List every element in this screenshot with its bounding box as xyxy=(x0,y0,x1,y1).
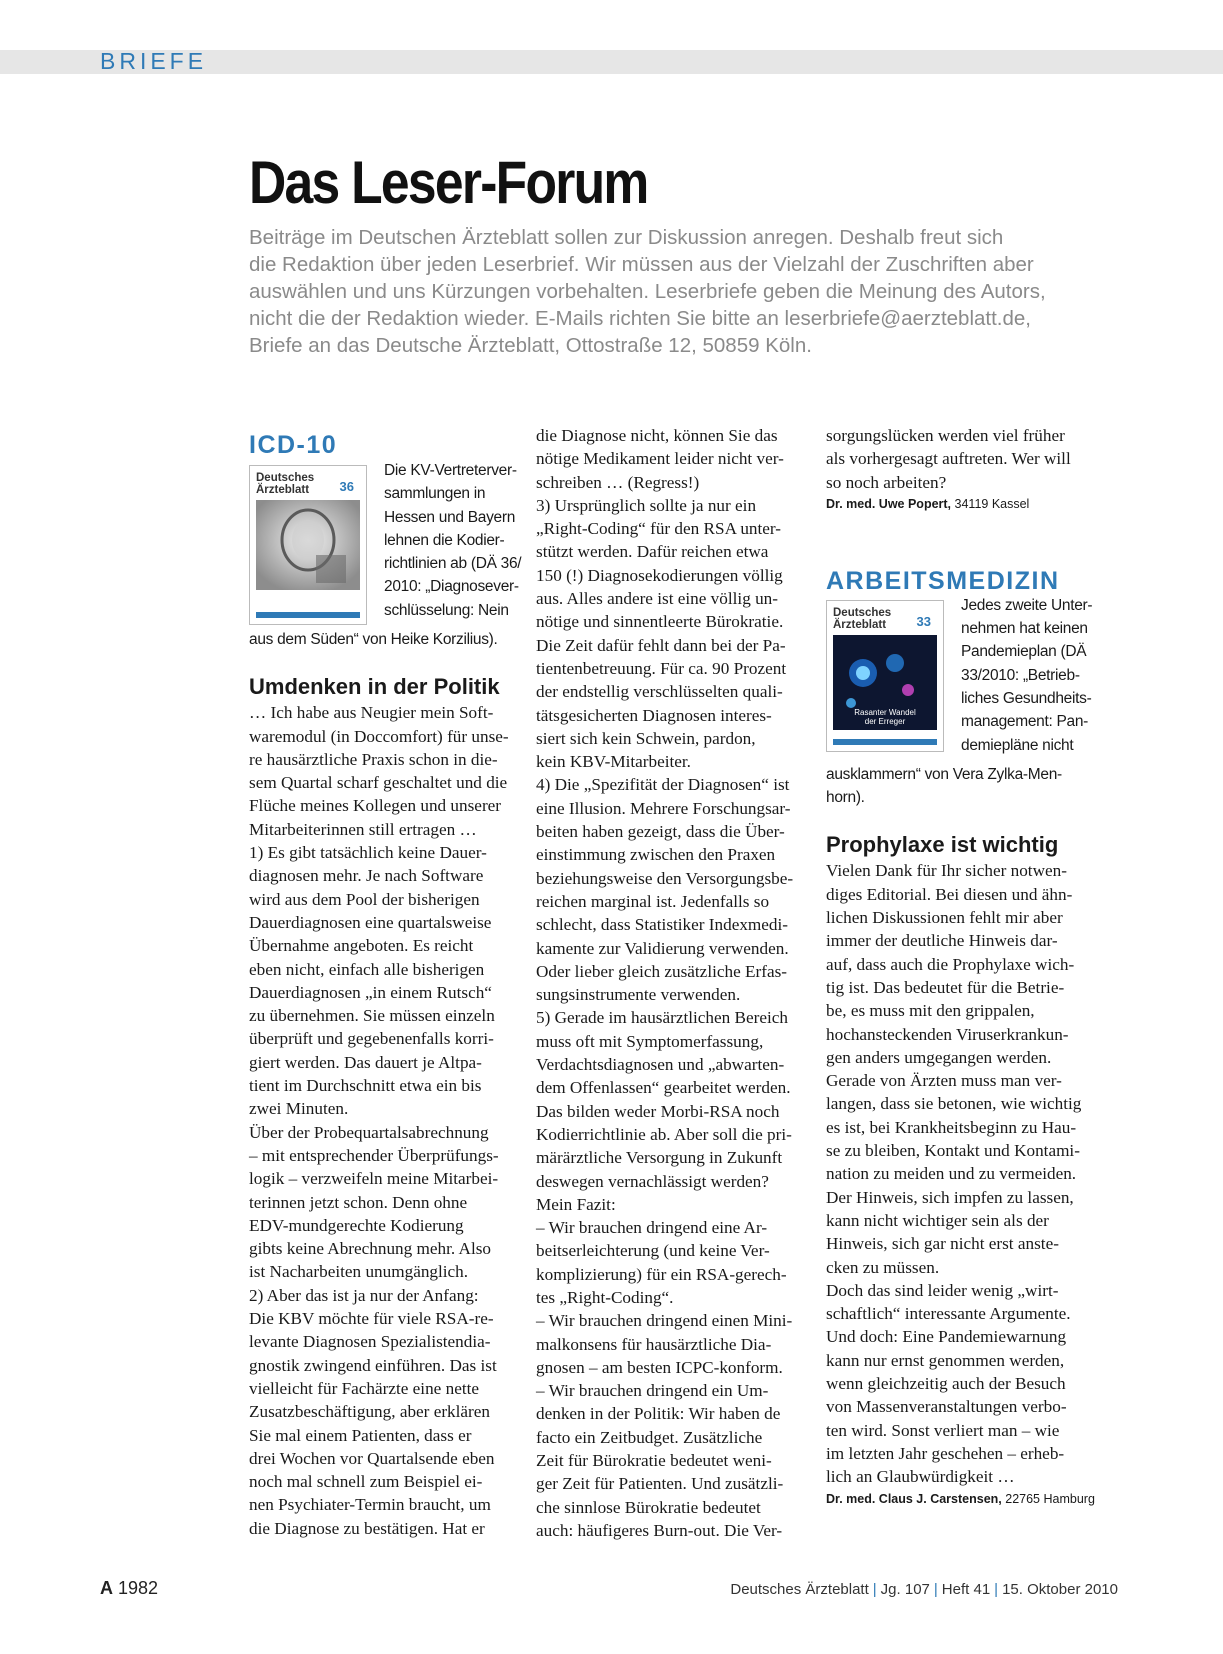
text-line: Der Hinweis, sich impfen zu lassen, xyxy=(826,1187,1074,1207)
text-line: Beiträge im Deutschen Ärzteblatt sollen zur Diskussion anregen. Deshalb freut sich xyxy=(249,226,1004,249)
text-line: – Wir brauchen dringend eine Ar- xyxy=(536,1218,768,1238)
text-line: nötige Medikament leider nicht ver- xyxy=(536,449,784,469)
text-line: 2010: „Diagnosever- xyxy=(384,578,519,596)
text-line: Zusatzbeschäftigung, aber erklären xyxy=(249,1402,490,1422)
text-line: 150 (!) Diagnosekodierungen völlig xyxy=(536,565,783,585)
text-line: komplizierung) für ein RSA-gerech- xyxy=(536,1264,787,1284)
text-line: diges Editorial. Bei diesen und ähn- xyxy=(826,884,1073,904)
text-line: nation zu meiden und zu vermeiden. xyxy=(826,1164,1077,1184)
page-number: A 1982 xyxy=(100,1578,159,1598)
text-line: sorgungslücken werden viel früher xyxy=(826,426,1065,445)
text-line: zwei Minuten. xyxy=(249,1099,349,1119)
reference-block-arbeit xyxy=(826,596,1126,763)
text-line: auswählen und uns Kürzungen vorbehalten. Leserbriefe geben die Meinung des Autors, xyxy=(249,280,1046,303)
text-line: lehnen die Kodier- xyxy=(384,531,505,549)
reference-text-arbeit xyxy=(961,594,1092,757)
text-line: dem Offenlassen“ gearbeitet werden. xyxy=(536,1078,791,1098)
text-line: denken in der Politik: Wir haben de xyxy=(536,1404,781,1424)
text-line: beziehungsweise den Versorgungsbe- xyxy=(536,868,794,888)
letter-body-col2 xyxy=(536,424,816,1542)
text-line: levante Diagnosen Spezialistendia- xyxy=(249,1332,491,1352)
text-line: 1) Es gibt tatsächlich keine Dauer- xyxy=(249,843,487,863)
text-line: gnostik zwingend einführen. Das ist xyxy=(249,1355,497,1375)
text-line: Sie mal einem Patienten, dass er xyxy=(249,1425,472,1445)
text-line: schreiben … (Regress!) xyxy=(536,472,700,492)
text-line: schlecht, dass Statistiker Indexmedi- xyxy=(536,915,789,935)
text-line: sem Quartal scharf geschaltet und die xyxy=(249,773,508,793)
letter-body-prophylaxe xyxy=(826,859,1126,1488)
text-line: logik – verzweifeln meine Mitarbei- xyxy=(249,1169,499,1189)
text-line: terinnen jetzt schon. Denn ohne xyxy=(249,1192,468,1212)
text-line: so noch arbeiten? xyxy=(826,472,947,492)
text-line: wird aus dem Pool der bisherigen xyxy=(249,889,480,909)
text-line: gibts keine Abrechnung mehr. Also xyxy=(249,1239,492,1259)
text-line: – Wir brauchen dringend einen Mini- xyxy=(536,1311,793,1331)
text-line: drei Wochen vor Quartalsende eben xyxy=(249,1448,495,1468)
text-line: diagnosen mehr. Je nach Software xyxy=(249,866,484,886)
text-line: 5) Gerade im hausärztlichen Bereich xyxy=(536,1008,788,1028)
text-line: Kodierrichtlinie ab. Aber soll die pri- xyxy=(536,1124,792,1144)
text-line: Zeit für Bürokratie bedeutet weni- xyxy=(536,1451,772,1471)
text-line: aus. Alles andere ist eine völlig un- xyxy=(536,589,779,609)
cover-issue-number: 36 xyxy=(339,479,354,494)
text-line: Gerade von Ärzten muss man ver- xyxy=(826,1071,1062,1091)
text-line: kann nur ernst genommen werden, xyxy=(826,1350,1065,1370)
text-line: langen, dass sie betonen, wie wichtig xyxy=(826,1094,1082,1114)
signature-popert: Dr. med. Uwe Popert, 34119 Kassel xyxy=(826,496,1030,511)
reference-text-icd xyxy=(384,459,521,622)
text-line: che sinnlose Bürokratie bedeutet xyxy=(536,1497,761,1517)
text-line: schlüsselung: Nein xyxy=(384,601,509,619)
text-line: die Diagnose nicht, können Sie das xyxy=(536,426,778,445)
text-line: Das bilden weder Morbi-RSA noch xyxy=(536,1101,780,1121)
text-line: sungsinstrumente verwenden. xyxy=(536,985,741,1005)
cover-accent-bar xyxy=(256,612,360,618)
text-line: Dauerdiagnosen eine quartalsweise xyxy=(249,912,492,932)
svg-text:der Erreger: der Erreger xyxy=(864,716,906,726)
text-line: 33/2010: „Betrieb- xyxy=(961,666,1080,684)
text-line: tätsgesicherten Diagnosen interes- xyxy=(536,705,772,725)
column-1 xyxy=(249,430,529,1540)
reference-text-arbeit-full xyxy=(826,763,1126,810)
text-line: Doch das sind leider wenig „wirt- xyxy=(826,1280,1059,1300)
text-line: einstimmung zwischen den Praxen xyxy=(536,845,776,865)
text-line: se zu bleiben, Kontakt und Kontami- xyxy=(826,1141,1080,1161)
journal-cover-36 xyxy=(249,465,367,625)
cover-masthead: Deutsches Ärzteblatt xyxy=(833,606,892,631)
text-line: … Ich habe aus Neugier mein Soft- xyxy=(249,703,494,723)
text-line: ausklammern“ von Vera Zylka-Men- xyxy=(826,765,1062,783)
text-line: Pandemieplan (DÄ xyxy=(961,643,1087,661)
text-line: cken zu müssen. xyxy=(826,1257,940,1277)
headline-prophylaxe: Prophylaxe ist wichtig xyxy=(826,832,1059,858)
text-line: eine Illusion. Mehrere Forschungsar- xyxy=(536,798,791,818)
text-line: als vorhergesagt auftreten. Wer will xyxy=(826,449,1071,469)
section-label: BRIEFE xyxy=(100,48,208,74)
text-line: schaftlich“ interessante Argumente. xyxy=(826,1304,1071,1324)
intro-text xyxy=(249,224,1129,359)
text-line: reichen marginal ist. Jedenfalls so xyxy=(536,891,770,911)
text-line: Die Zeit dafür fehlt dann bei der Pa- xyxy=(536,635,786,655)
text-line: ger Zeit für Patienten. Und zusätzli- xyxy=(536,1474,784,1494)
footer-citation: Deutsches Ärzteblatt | Jg. 107 | Heft 41 | 15. Oktober 2010 xyxy=(730,1581,1118,1598)
text-line: aus dem Süden“ von Heike Korzilius). xyxy=(249,631,498,648)
text-line: Die KBV möchte für viele RSA-re- xyxy=(249,1309,494,1329)
text-line: wenn gleichzeitig auch der Besuch xyxy=(826,1374,1066,1394)
text-line: Hessen und Bayern xyxy=(384,508,516,526)
text-line: tes „Right-Coding“. xyxy=(536,1287,674,1307)
signature-carstensen: Dr. med. Claus J. Carstensen, 22765 Hamburg xyxy=(826,1491,1095,1506)
text-line: giert werden. Das dauert je Altpa- xyxy=(249,1052,482,1072)
text-line: auch: häufigeres Burn-out. Die Ver- xyxy=(536,1520,783,1540)
text-line: märärztliche Versorgung in Zukunft xyxy=(536,1148,783,1168)
journal-cover-33 xyxy=(826,600,944,752)
text-line: Briefe an das Deutsche Ärzteblatt, Ottostraße 12, 50859 Köln. xyxy=(249,334,812,357)
reference-text-icd-full xyxy=(249,628,529,651)
text-line: deswegen vernachlässigt werden? xyxy=(536,1171,769,1191)
text-line: stützt werden. Dafür reichen etwa xyxy=(536,542,769,562)
text-line: nötige und sinnentleerte Bürokratie. xyxy=(536,612,784,632)
svg-text:Rasanter Wandel: Rasanter Wandel xyxy=(854,707,916,717)
text-line: nehmen hat keinen xyxy=(961,620,1088,638)
text-line: Dauerdiagnosen „in einem Rutsch“ xyxy=(249,982,492,1002)
text-line: gnosen – am besten ICPC-konform. xyxy=(536,1357,783,1377)
text-line: kein KBV-Mitarbeiter. xyxy=(536,752,691,772)
text-line: ist Nacharbeiten unumgänglich. xyxy=(249,1262,469,1282)
text-line: 3) Ursprünglich sollte ja nur ein xyxy=(536,495,757,515)
text-line: immer der deutliche Hinweis dar- xyxy=(826,931,1058,951)
text-line: Die KV-Vertreterver- xyxy=(384,462,517,479)
text-line: demiepläne nicht xyxy=(961,736,1074,754)
text-line: Jedes zweite Unter- xyxy=(961,596,1093,614)
text-line: 2) Aber das ist ja nur der Anfang: xyxy=(249,1285,479,1305)
text-line: von Massenveranstaltungen verbo- xyxy=(826,1397,1067,1417)
text-line: 4) Die „Spezifität der Diagnosen“ ist xyxy=(536,775,790,795)
text-line: Und doch: Eine Pandemiewarnung xyxy=(826,1327,1067,1347)
cover-accent-bar xyxy=(833,739,937,745)
text-line: siert sich kein Schwein, pardon, xyxy=(536,728,756,748)
text-line: vielleicht für Fachärzte eine nette xyxy=(249,1378,480,1398)
kicker-icd10: ICD-10 xyxy=(249,431,338,459)
text-line: EDV-mundgerechte Kodierung xyxy=(249,1215,464,1235)
text-line: zu übernehmen. Sie müssen einzeln xyxy=(249,1006,495,1026)
text-line: Mitarbeiterinnen still ertragen … xyxy=(249,819,477,839)
text-line: der endstellig verschlüsselten quali- xyxy=(536,682,783,702)
text-line: Übernahme angeboten. Es reicht xyxy=(249,936,474,956)
cover-image-virus xyxy=(833,635,937,730)
column-2 xyxy=(536,424,816,1542)
cover-issue-number: 33 xyxy=(916,613,931,629)
text-line: beiten haben gezeigt, dass die Über- xyxy=(536,822,785,842)
text-line: kann nicht wichtiger sein als der xyxy=(826,1210,1049,1230)
text-line: beitserleichterung (und keine Ver- xyxy=(536,1241,770,1261)
text-line: tient im Durchschnitt etwa ein bis xyxy=(249,1076,482,1096)
text-line: Vielen Dank für Ihr sicher notwen- xyxy=(826,861,1067,881)
text-line: richtlinien ab (DÄ 36/ xyxy=(384,555,522,573)
letter-body-col1 xyxy=(249,701,529,1540)
text-line: noch mal schnell zum Beispiel ei- xyxy=(249,1472,483,1492)
text-line: auf, dass auch die Prophylaxe wich- xyxy=(826,954,1075,974)
reference-block-icd xyxy=(249,462,529,628)
cover-masthead: Deutsches Ärzteblatt xyxy=(256,472,315,496)
text-line: horn). xyxy=(826,789,865,807)
text-line: Über der Probequartalsabrechnung xyxy=(249,1122,489,1142)
text-line: Hinweis, sich gar nicht erst anste- xyxy=(826,1234,1059,1254)
text-line: Verdachtsdiagnosen und „abwarten- xyxy=(536,1055,785,1075)
letter-body-col3 xyxy=(826,424,1126,494)
text-line: nicht die der Redaktion wieder. E-Mails richten Sie bitte an leserbriefe@aerzteblatt.de, xyxy=(249,307,1031,330)
text-line: re hausärztliche Praxis schon in die- xyxy=(249,749,498,769)
text-line: Flüche meines Kollegen und unserer xyxy=(249,796,502,816)
text-line: kamente zur Validierung verwenden. xyxy=(536,938,789,958)
text-line: tientenbetreuung. Für ca. 90 Prozent xyxy=(536,658,787,678)
text-line: „Right-Coding“ für den RSA unter- xyxy=(536,519,782,539)
text-line: tig ist. Das bedeutet für die Betrie- xyxy=(826,977,1065,997)
text-line: die Redaktion über jeden Leserbrief. Wir müssen aus der Vielzahl der Zuschriften aber xyxy=(249,253,1034,276)
text-line: lichen Diskussionen fehlt mir aber xyxy=(826,908,1063,928)
text-line: management: Pan- xyxy=(961,713,1089,731)
text-line: facto ein Zeitbudget. Zusätzliche xyxy=(536,1427,763,1447)
text-line: lich an Glaubwürdigkeit … xyxy=(826,1467,1015,1487)
text-line: die Diagnose zu bestätigen. Hat er xyxy=(249,1518,485,1538)
text-line: – Wir brauchen dringend ein Um- xyxy=(536,1381,769,1401)
text-line: sammlungen in xyxy=(384,485,486,503)
headline-umdenken: Umdenken in der Politik xyxy=(249,674,500,700)
text-line: – mit entsprechender Überprüfungs- xyxy=(249,1145,499,1165)
text-line: ten wird. Sonst verliert man – wie xyxy=(826,1420,1060,1440)
text-line: Oder lieber gleich zusätzliche Erfas- xyxy=(536,961,787,981)
text-line: liches Gesundheits- xyxy=(961,690,1092,708)
text-line: eben nicht, einfach alle bisherigen xyxy=(249,959,485,979)
text-line: be, es muss mit den grippalen, xyxy=(826,1001,1035,1021)
text-line: malkonsens für hausärztliche Dia- xyxy=(536,1334,772,1354)
kicker-arbeitsmedizin: ARBEITSMEDIZIN xyxy=(826,566,1060,595)
text-line: überprüft und gegebenenfalls korri- xyxy=(249,1029,494,1049)
page-title: Das Leser-Forum xyxy=(249,149,648,216)
text-line: hochansteckenden Viruserkrankun- xyxy=(826,1024,1069,1044)
text-line: muss oft mit Symptomerfassung, xyxy=(536,1031,764,1051)
text-line: nen Psychiater-Termin braucht, um xyxy=(249,1495,491,1515)
cover-image-glass xyxy=(256,500,360,590)
text-line: es ist, bei Krankheitsbeginn zu Hau- xyxy=(826,1117,1077,1137)
text-line: waremodul (in Doccomfort) für unse- xyxy=(249,726,509,746)
text-line: gen anders umgegangen werden. xyxy=(826,1047,1052,1067)
text-line: Mein Fazit: xyxy=(536,1194,616,1214)
column-3 xyxy=(826,424,1126,1509)
text-line: im letzten Jahr geschehen – erheb- xyxy=(826,1443,1065,1463)
